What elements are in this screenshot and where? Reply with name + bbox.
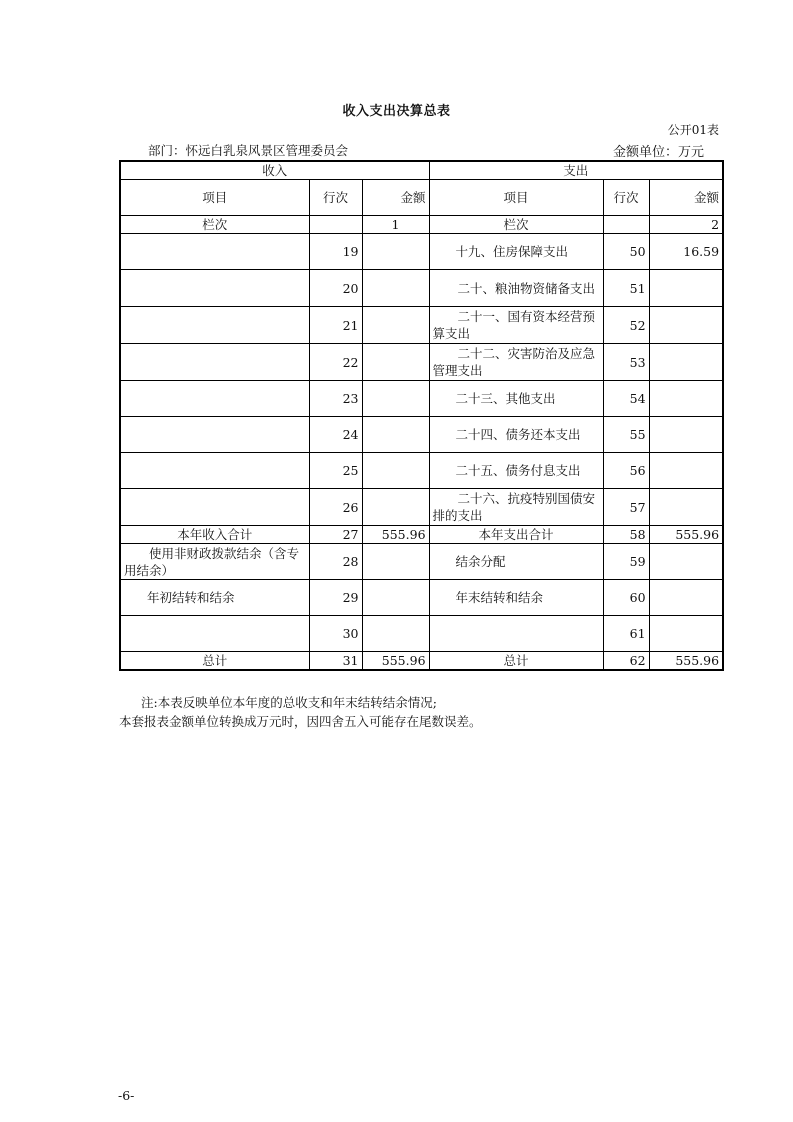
table-row [120, 580, 723, 616]
expense-item-cell: 年末结转和结余 [429, 580, 603, 616]
expense-line-cell: 54 [603, 381, 649, 417]
table-row [120, 381, 723, 417]
expense-line-cell: 51 [603, 270, 649, 307]
income-item-header: 项目 [120, 180, 309, 216]
table-row [120, 417, 723, 453]
income-line-cell: 19 [309, 234, 362, 270]
expense-grand-total-amount: 555.96 [649, 652, 723, 671]
expense-year-total-label: 本年支出合计 [429, 526, 603, 544]
table-row [120, 544, 723, 580]
expense-line-cell: 58 [603, 526, 649, 544]
expense-amount-cell [649, 307, 723, 344]
table-row [120, 234, 723, 270]
income-amount-cell [362, 381, 429, 417]
income-item-cell [120, 616, 309, 652]
income-amount-cell [362, 544, 429, 580]
income-item-cell [120, 381, 309, 417]
section-header-row [120, 161, 723, 180]
income-amount-cell [362, 234, 429, 270]
expense-line-cell: 56 [603, 453, 649, 489]
expense-grand-total-label: 总计 [429, 652, 603, 671]
expense-item-cell: 二十四、债务还本支出 [429, 417, 603, 453]
expense-item-cell: 十九、住房保障支出 [429, 234, 603, 270]
income-line-cell: 22 [309, 344, 362, 381]
expense-amount-cell [649, 489, 723, 526]
expense-amount-cell [649, 544, 723, 580]
expense-line-cell: 60 [603, 580, 649, 616]
expense-line-cell: 62 [603, 652, 649, 671]
income-line-cell: 21 [309, 307, 362, 344]
column-header-row [120, 180, 723, 216]
expense-amount-cell [649, 344, 723, 381]
expense-col-label: 栏次 [429, 216, 603, 234]
income-line-cell: 27 [309, 526, 362, 544]
income-item-cell [120, 270, 309, 307]
income-expense-table [119, 160, 724, 671]
income-line-cell: 25 [309, 453, 362, 489]
income-amount-cell [362, 417, 429, 453]
table-row [120, 489, 723, 526]
expense-amount-cell [649, 417, 723, 453]
income-amount-header: 金额 [362, 180, 429, 216]
income-section-header: 收入 [120, 161, 429, 180]
income-col-label: 栏次 [120, 216, 309, 234]
expense-amount-cell [649, 580, 723, 616]
income-amount-cell [362, 580, 429, 616]
expense-amount-cell [649, 453, 723, 489]
income-col-line-empty [309, 216, 362, 234]
expense-line-cell: 55 [603, 417, 649, 453]
page-number: -6- [118, 1088, 135, 1103]
expense-item-header: 项目 [429, 180, 603, 216]
expense-line-header: 行次 [603, 180, 649, 216]
income-item-cell [120, 307, 309, 344]
income-line-cell: 30 [309, 616, 362, 652]
expense-item-cell: 二十二、灾害防治及应急管理支出 [429, 344, 603, 381]
income-col-number: 1 [362, 216, 429, 234]
income-line-cell: 29 [309, 580, 362, 616]
income-item-cell: 使用非财政拨款结余（含专用结余） [120, 544, 309, 580]
expense-item-cell: 二十一、国有资本经营预算支出 [429, 307, 603, 344]
income-item-cell [120, 453, 309, 489]
expense-section-header: 支出 [429, 161, 723, 180]
income-year-total-amount: 555.96 [362, 526, 429, 544]
income-amount-cell [362, 489, 429, 526]
income-amount-cell [362, 453, 429, 489]
income-line-cell: 31 [309, 652, 362, 671]
income-line-cell: 23 [309, 381, 362, 417]
expense-item-cell: 结余分配 [429, 544, 603, 580]
income-amount-cell [362, 616, 429, 652]
department-label: 部门：怀远白乳泉风景区管理委员会 [148, 143, 349, 158]
table-row [120, 344, 723, 381]
income-grand-total-amount: 555.96 [362, 652, 429, 671]
expense-year-total-amount: 555.96 [649, 526, 723, 544]
table-row [120, 453, 723, 489]
table-row [120, 307, 723, 344]
expense-item-cell [429, 616, 603, 652]
income-item-cell [120, 344, 309, 381]
grand-total-row [120, 652, 723, 671]
form-number: 公开01表 [667, 123, 719, 137]
table-row [120, 616, 723, 652]
expense-amount-cell [649, 616, 723, 652]
income-item-cell [120, 489, 309, 526]
expense-line-cell: 53 [603, 344, 649, 381]
expense-item-cell: 二十、粮油物资储备支出 [429, 270, 603, 307]
income-grand-total-label: 总计 [120, 652, 309, 671]
expense-item-cell: 二十六、抗疫特别国债安排的支出 [429, 489, 603, 526]
amount-unit-label: 金额单位：万元 [612, 145, 704, 160]
expense-amount-cell: 16.59 [649, 234, 723, 270]
income-line-header: 行次 [309, 180, 362, 216]
income-item-cell [120, 234, 309, 270]
income-item-cell [120, 417, 309, 453]
table-notes [119, 693, 482, 731]
income-amount-cell [362, 270, 429, 307]
expense-line-cell: 61 [603, 616, 649, 652]
page-title: 收入支出决算总表 [342, 104, 451, 119]
table-row [120, 270, 723, 307]
income-year-total-label: 本年收入合计 [120, 526, 309, 544]
income-line-cell: 20 [309, 270, 362, 307]
income-item-cell: 年初结转和结余 [120, 580, 309, 616]
expense-line-cell: 57 [603, 489, 649, 526]
income-line-cell: 26 [309, 489, 362, 526]
expense-col-number: 2 [649, 216, 723, 234]
income-amount-cell [362, 344, 429, 381]
year-total-row [120, 526, 723, 544]
note-line-2: 本套报表金额单位转换成万元时，因四舍五入可能存在尾数误差。 [119, 714, 482, 729]
expense-line-cell: 50 [603, 234, 649, 270]
expense-line-cell: 52 [603, 307, 649, 344]
column-number-row [120, 216, 723, 234]
expense-item-cell: 二十三、其他支出 [429, 381, 603, 417]
note-line-1: 注:本表反映单位本年度的总收支和年末结转结余情况; [141, 695, 437, 710]
income-amount-cell [362, 307, 429, 344]
expense-item-cell: 二十五、债务付息支出 [429, 453, 603, 489]
income-line-cell: 24 [309, 417, 362, 453]
expense-amount-cell [649, 381, 723, 417]
expense-amount-cell [649, 270, 723, 307]
expense-amount-header: 金额 [649, 180, 723, 216]
expense-line-cell: 59 [603, 544, 649, 580]
income-line-cell: 28 [309, 544, 362, 580]
expense-col-line-empty [603, 216, 649, 234]
